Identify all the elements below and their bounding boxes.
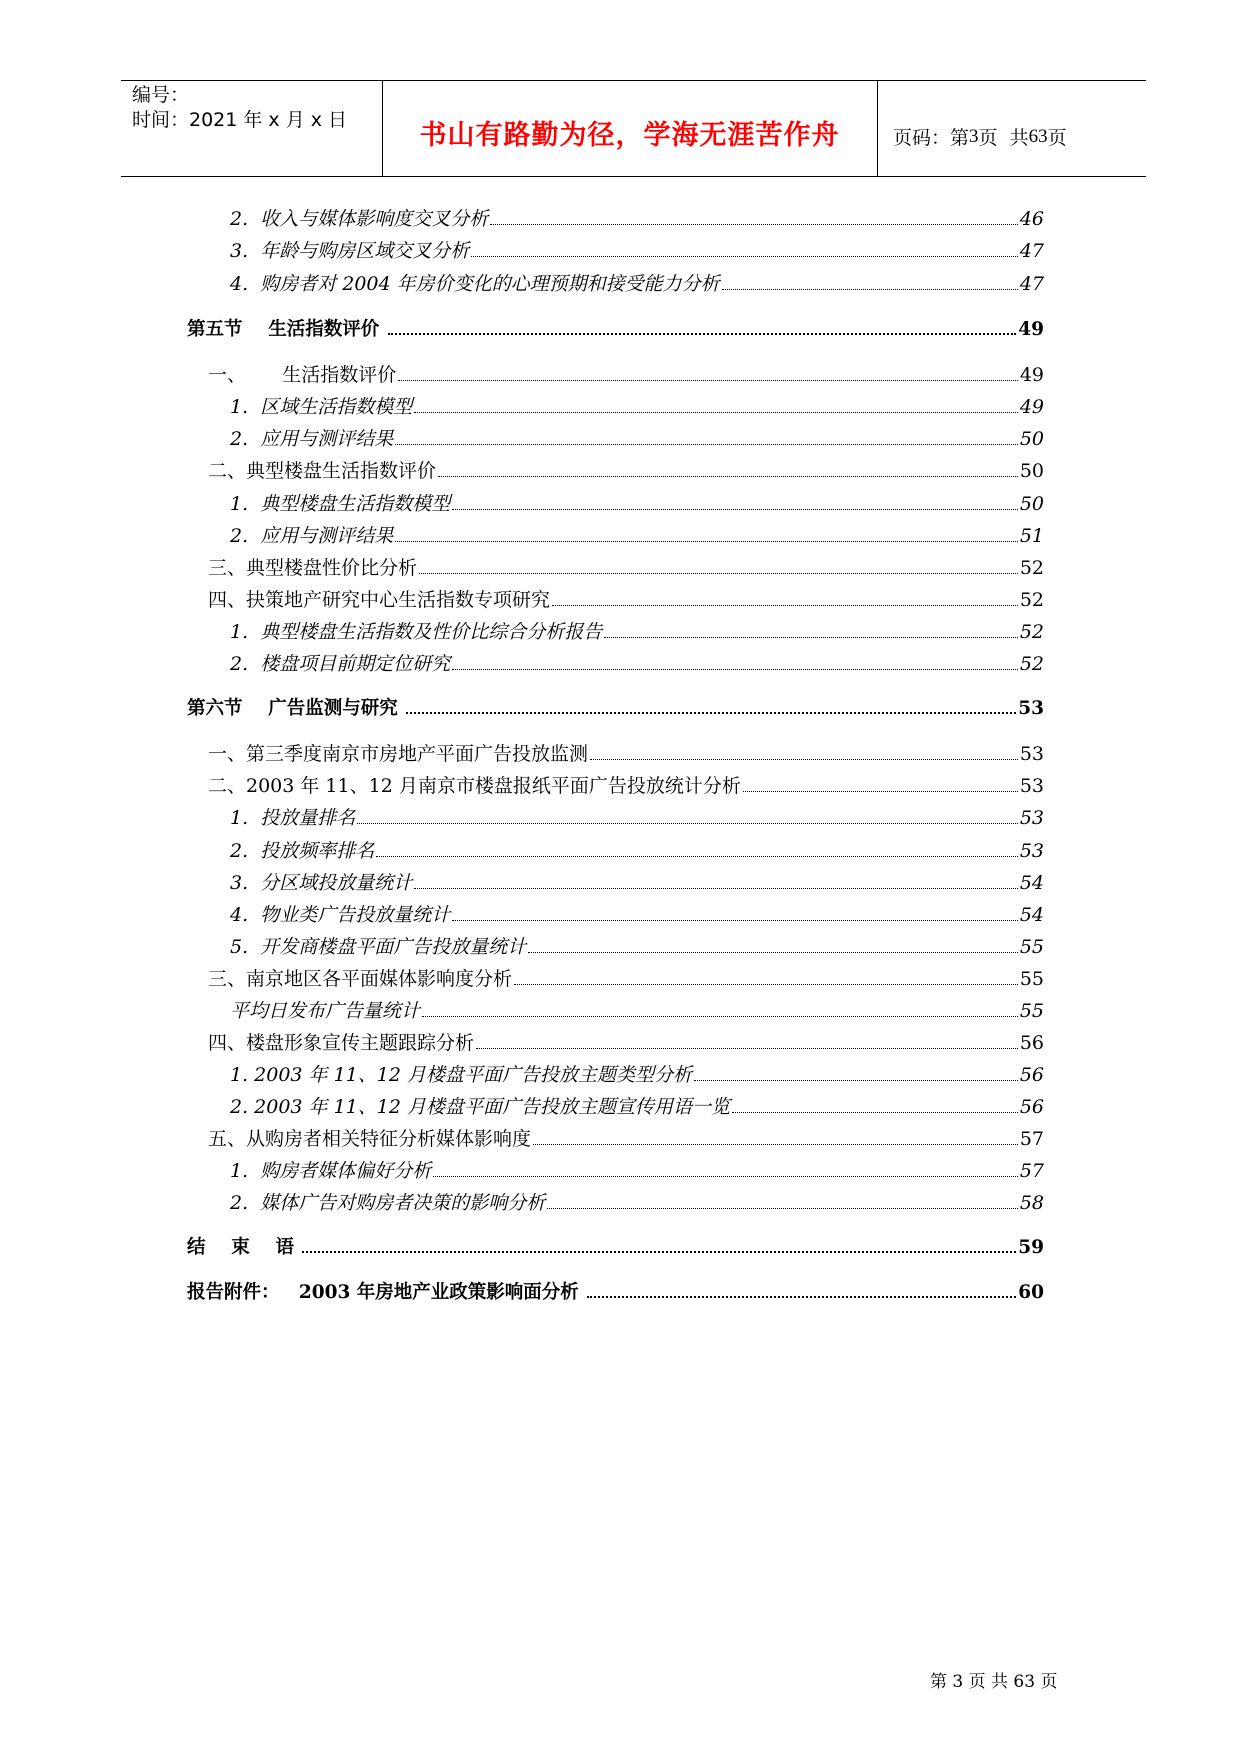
dot-leader — [476, 1048, 1018, 1049]
toc-entry-label: 五、从购房者相关特征分析媒体影响度 — [208, 1128, 532, 1150]
toc-entry[interactable] — [230, 868, 1044, 898]
toc-entry-page: 46 — [1019, 208, 1044, 230]
toc-entry-label: 二、典型楼盘生活指数评价 — [208, 460, 437, 482]
toc-section[interactable] — [187, 1233, 1044, 1263]
dot-leader — [388, 333, 1017, 335]
dot-leader — [414, 412, 1018, 413]
page-mid: 页 共 — [978, 127, 1029, 149]
header-meta — [132, 83, 347, 133]
toc-entry-label: 4. 物业类广告投放量统计 — [230, 904, 451, 926]
dot-leader — [490, 224, 1018, 225]
toc-entry[interactable] — [230, 803, 1044, 833]
toc-entry[interactable] — [208, 771, 1044, 801]
toc-entry[interactable] — [230, 204, 1044, 234]
toc-entry-label: 5. 开发商楼盘平面广告投放量统计 — [230, 936, 527, 958]
dot-leader — [438, 476, 1018, 477]
toc-entry[interactable] — [230, 424, 1044, 454]
toc-entry[interactable] — [230, 900, 1044, 930]
page-total: 63 — [1028, 125, 1048, 147]
toc-entry-page: 53 — [1019, 743, 1044, 765]
toc-entry-label: 2. 应用与测评结果 — [230, 525, 394, 547]
dot-leader — [732, 1112, 1018, 1113]
time-label: 时间：2021 年 x 月 x 日 — [132, 109, 348, 131]
toc-section-label: 报告附件： 2003 年房地产业政策影响面分析 — [187, 1282, 586, 1303]
dot-leader — [357, 823, 1018, 824]
toc-entry-label: 2. 2003 年 11、12 月楼盘平面广告投放主题宣传用语一览 — [230, 1096, 730, 1118]
toc-entry[interactable] — [230, 489, 1044, 519]
toc-entry[interactable] — [208, 456, 1044, 486]
toc-entry[interactable] — [208, 585, 1044, 615]
toc-section-page: 49 — [1018, 319, 1044, 340]
toc-section[interactable] — [187, 315, 1044, 345]
dot-leader — [533, 1144, 1018, 1145]
toc-entry-page: 53 — [1019, 775, 1044, 797]
toc-entry-page: 49 — [1019, 396, 1044, 418]
dot-leader — [376, 856, 1018, 857]
page-prefix: 页码：第 — [893, 127, 970, 149]
toc-entry-label: 2. 应用与测评结果 — [230, 428, 394, 450]
toc-entry-page: 55 — [1019, 1000, 1044, 1022]
toc-entry-page: 57 — [1019, 1160, 1044, 1182]
toc-entry-page: 50 — [1019, 428, 1044, 450]
toc-entry[interactable] — [230, 269, 1044, 299]
toc-entry-page: 49 — [1019, 364, 1044, 386]
dot-leader — [514, 984, 1018, 985]
dot-leader — [743, 791, 1018, 792]
toc-entry-label: 1. 典型楼盘生活指数模型 — [230, 493, 451, 515]
toc-section-label: 结 束 语 — [187, 1237, 301, 1258]
dot-leader — [406, 712, 1016, 714]
toc-entry[interactable] — [230, 649, 1044, 679]
toc-section-page: 60 — [1018, 1282, 1044, 1303]
toc-section-page: 59 — [1018, 1237, 1044, 1258]
toc-entry-label: 4. 购房者对 2004 年房价变化的心理预期和接受能力分析 — [230, 273, 720, 295]
dot-leader — [528, 952, 1018, 953]
toc-entry-page: 50 — [1019, 493, 1044, 515]
dot-leader — [471, 256, 1018, 257]
toc-entry-page: 52 — [1019, 557, 1044, 579]
toc-entry[interactable] — [230, 1092, 1044, 1122]
page-footer: 第 3 页 共 63 页 — [930, 1672, 1058, 1692]
toc-entry-label: 三、南京地区各平面媒体影响度分析 — [208, 968, 513, 990]
toc-entry-page: 52 — [1019, 589, 1044, 611]
toc-entry-label: 四、楼盘形象宣传主题跟踪分析 — [208, 1032, 475, 1054]
toc-entry-page: 51 — [1019, 525, 1044, 547]
dot-leader — [422, 1016, 1018, 1017]
toc-entry-label: 1. 2003 年 11、12 月楼盘平面广告投放主题类型分析 — [230, 1064, 692, 1086]
page-suffix: 页 — [1047, 127, 1067, 149]
dot-leader — [419, 573, 1018, 574]
toc-entry-page: 57 — [1019, 1128, 1044, 1150]
toc-entry-page: 55 — [1019, 968, 1044, 990]
toc-entry-page: 56 — [1019, 1032, 1044, 1054]
toc-entry-label: 2. 收入与媒体影响度交叉分析 — [230, 208, 489, 230]
toc-section-page: 53 — [1018, 698, 1044, 719]
toc-entry-page: 47 — [1019, 273, 1044, 295]
toc-entry[interactable] — [230, 932, 1044, 962]
toc-entry[interactable] — [230, 1156, 1044, 1186]
toc-entry-label: 1. 典型楼盘生活指数及性价比综合分析报告 — [230, 621, 603, 643]
toc-entry-label: 2. 楼盘项目前期定位研究 — [230, 653, 451, 675]
dot-leader — [395, 541, 1018, 542]
toc-entry-label: 1. 购房者媒体偏好分析 — [230, 1160, 432, 1182]
toc-entry-page: 50 — [1019, 460, 1044, 482]
dot-leader — [452, 509, 1018, 510]
toc-entry-label: 1. 投放量排名 — [230, 807, 356, 829]
toc-section[interactable] — [187, 1278, 1044, 1308]
dot-leader — [433, 1176, 1018, 1177]
toc-entry-page: 52 — [1019, 621, 1044, 643]
toc-entry-label: 一、第三季度南京市房地产平面广告投放监测 — [208, 743, 589, 765]
dot-leader — [722, 289, 1018, 290]
toc-entry[interactable] — [208, 1124, 1044, 1154]
toc-entry[interactable] — [230, 1188, 1044, 1218]
dot-leader — [547, 1208, 1018, 1209]
dot-leader — [395, 444, 1018, 445]
dot-leader — [604, 637, 1018, 638]
toc-entry[interactable] — [230, 521, 1044, 551]
toc-entry-label: 3. 分区域投放量统计 — [230, 872, 413, 894]
number-label: 编号： — [132, 84, 190, 106]
toc-entry-page: 53 — [1019, 807, 1044, 829]
toc-entry[interactable] — [208, 1028, 1044, 1058]
toc-entry[interactable] — [230, 617, 1044, 647]
toc-entry-label: 一、 生活指数评价 — [208, 364, 397, 386]
header-motto: 书山有路勤为径，学海无涯苦作舟 — [419, 120, 840, 151]
dot-leader — [302, 1251, 1016, 1253]
dot-leader — [694, 1080, 1018, 1081]
toc-entry-page: 47 — [1019, 240, 1044, 262]
toc-entry-page: 54 — [1019, 872, 1044, 894]
header-page-number — [878, 81, 1146, 176]
toc-entry-page: 56 — [1019, 1096, 1044, 1118]
toc-entry-label: 3. 年龄与购房区域交叉分析 — [230, 240, 470, 262]
toc-entry-page: 56 — [1019, 1064, 1044, 1086]
toc-section[interactable] — [187, 694, 1044, 724]
toc-entry-label: 平均日发布广告量统计 — [230, 1000, 421, 1022]
toc-entry[interactable] — [208, 964, 1044, 994]
page-header — [121, 80, 1146, 177]
toc-entry[interactable] — [230, 836, 1044, 866]
page-current: 3 — [969, 125, 979, 147]
toc-entry[interactable] — [230, 1060, 1044, 1090]
toc-entry[interactable] — [230, 996, 1044, 1026]
toc-entry[interactable] — [208, 360, 1044, 390]
toc-entry-page: 54 — [1019, 904, 1044, 926]
dot-leader — [398, 380, 1018, 381]
toc-entry-page: 53 — [1019, 840, 1044, 862]
toc-entry-label: 二、2003 年 11、12 月南京市楼盘报纸平面广告投放统计分析 — [208, 775, 741, 797]
toc-entry-page: 55 — [1019, 936, 1044, 958]
toc-entry-page: 52 — [1019, 653, 1044, 675]
dot-leader — [452, 669, 1018, 670]
toc-entry[interactable] — [230, 236, 1044, 266]
toc-entry[interactable] — [230, 392, 1044, 422]
toc-entry-label: 1. 区域生活指数模型 — [230, 396, 413, 418]
toc-entry-label: 2. 投放频率排名 — [230, 840, 375, 862]
toc-entry-page: 58 — [1019, 1192, 1044, 1214]
toc-entry[interactable] — [208, 553, 1044, 583]
toc-entry-label: 四、抉策地产研究中心生活指数专项研究 — [208, 589, 551, 611]
dot-leader — [552, 605, 1018, 606]
toc-entry[interactable] — [208, 739, 1044, 769]
toc-section-label: 第五节 生活指数评价 — [187, 319, 386, 340]
dot-leader — [414, 888, 1018, 889]
dot-leader — [590, 759, 1018, 760]
toc-entry-label: 三、典型楼盘性价比分析 — [208, 557, 418, 579]
toc-entry-label: 2. 媒体广告对购房者决策的影响分析 — [230, 1192, 546, 1214]
dot-leader — [587, 1296, 1016, 1298]
toc-section-label: 第六节 广告监测与研究 — [187, 698, 405, 719]
dot-leader — [452, 920, 1018, 921]
